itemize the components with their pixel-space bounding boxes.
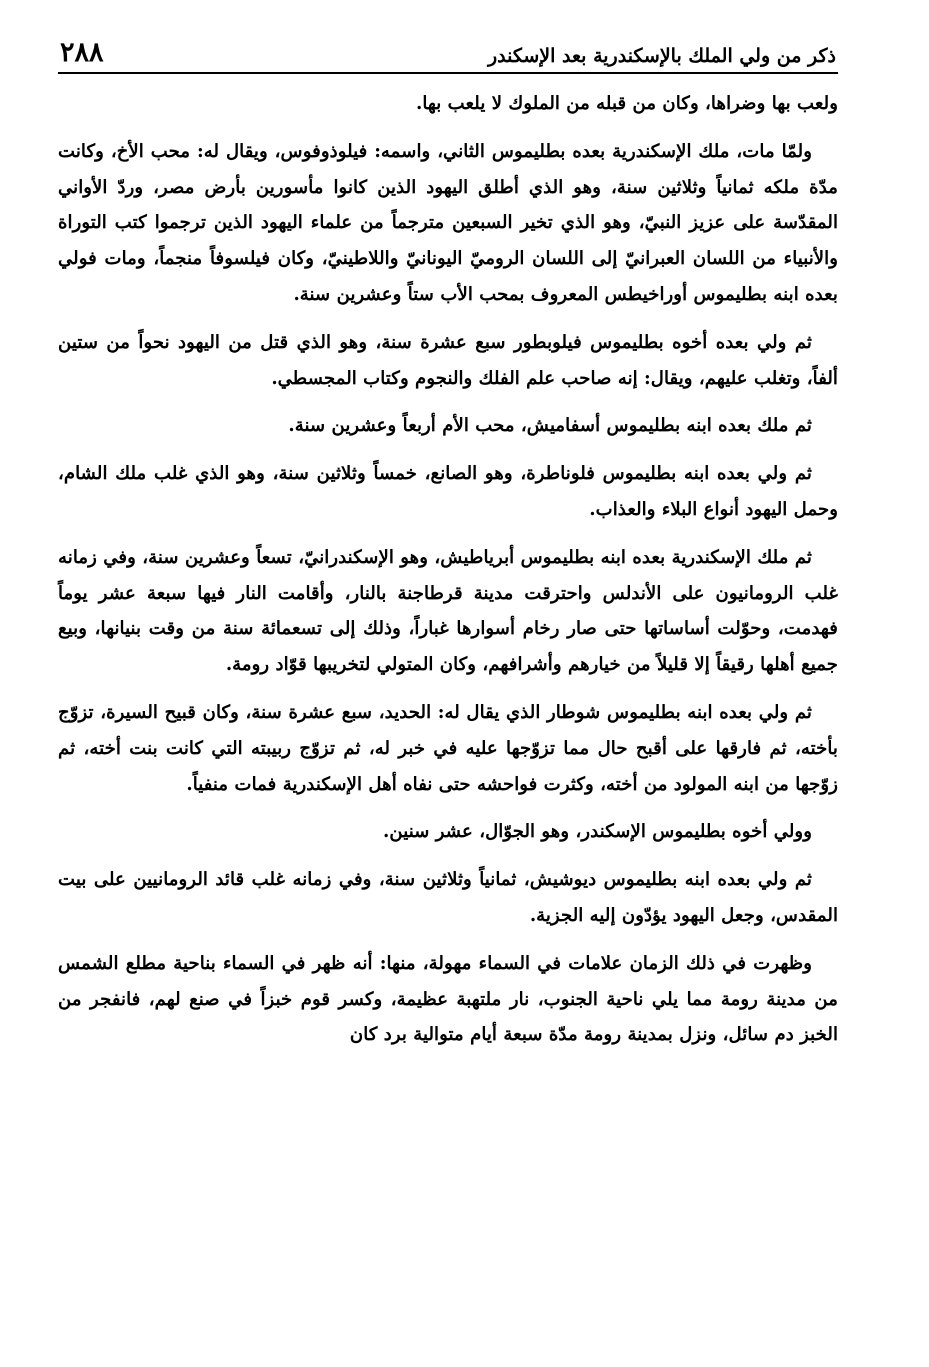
paragraph: ولعب بها وضراها، وكان من قبله من الملوك لا يلعب بها. [416,93,838,114]
paragraph: ثم ولي بعده ابنه بطليموس فلوناطرة، وهو الصانع، خمساً وثلاثين سنة، وهو الذي غلب ملك الشام، وحمل اليهود أنواع البلاء والعذاب. [58,463,838,520]
paragraph: ثم ولي بعده ابنه بطليموس ديوشيش، ثمانياً وثلاثين سنة، وفي زمانه غلب قائد الرومانيين على بيت المقدس، وجعل اليهود يؤدّون إليه الجزية. [58,869,838,926]
paragraph: ثم ملك الإسكندرية بعده ابنه بطليموس أبرياطيش، وهو الإسكندرانيّ، تسعاً وعشرين سنة، وفي زمانه غلب الرومانيون على الأندلس واحترقت مدينة قرطاجنة بالنار، وأقامت النار فيها سبعة عشر يوماً فهدمت، وحوّلت أساساتها حتى صار رخام أسوارها غباراً، وذلك إلى تسعمائة سنة من وقت بنيانها، وبيع جميع أهلها رقيقاً إلا قليلاً من خيارهم وأشرافهم، وكان المتولي لتخريبها قوّاد رومة. [58,546,838,676]
paragraph: ثم ملك بعده ابنه بطليموس أسفاميش، محب الأم أربعاً وعشرين سنة. [288,415,812,437]
paragraph: ولمّا مات، ملك الإسكندرية بعده بطليموس الثاني، واسمه: فيلوذوفوس، ويقال له: محب الأخ، وكانت مدّة ملكه ثمانياً وثلاثين سنة، وهو الذي أطلق اليهود الذين كانوا مأسورين بأرض مصر، وردّ الأواني المقدّسة على عزيز النبيّ، وهو الذي تخير السبعين مترجماً من علماء اليهود الذين ترجموا كتب التوراة والأنبياء من اللسان العبرانيّ إلى اللسان الروميّ اليونانيّ واللاطينيّ، وكان فيلسوفاً منجماً، ومات فولي بعده ابنه بطليموس أوراخيطس المعروف بمحب الأب ستاً وعشرين سنة. [58,140,838,305]
paragraph: وظهرت في ذلك الزمان علامات في السماء مهولة، منها: أنه ظهر في السماء بناحية مطلع الشمس من مدينة رومة مما يلي ناحية الجنوب، نار ملتهبة عظيمة، وكسر قوم خبزاً في صنع لهم، فانفجر من الخبز دم سائل، ونزل بمدينة رومة مدّة سبعة أيام متوالية برد كان [58,952,838,1046]
running-title: ذكر من ولي الملك بالإسكندرية بعد الإسكندر [488,45,836,67]
book-page [58,30,838,1340]
paragraph: ثم ولي بعده ابنه بطليموس شوطار الذي يقال له: الحديد، سبع عشرة سنة، وكان قبيح السيرة، تزوّج بأخته، ثم فارقها على أقبح حال مما تزوّجها عليه في خبر له، ثم تزوّج ربيبته التي كانت بنت أخته، ثم زوّجها من ابنه المولود من أخته، وكثرت فواحشه حتى نفاه أهل الإسكندرية فمات منفياً. [58,701,838,795]
page-number: ٢٨٨ [60,37,104,68]
page-header [58,30,838,74]
paragraph: ثم ولي بعده أخوه بطليموس فيلوبطور سبع عشرة سنة، وهو الذي قتل من اليهود نحواً من ستين ألفاً، وتغلب عليهم، ويقال: إنه صاحب علم الفلك والنجوم وكتاب المجسطي. [58,331,838,389]
body-text [58,86,838,1053]
paragraph: وولي أخوه بطليموس الإسكندر، وهو الجوّال، عشر سنين. [383,821,812,843]
